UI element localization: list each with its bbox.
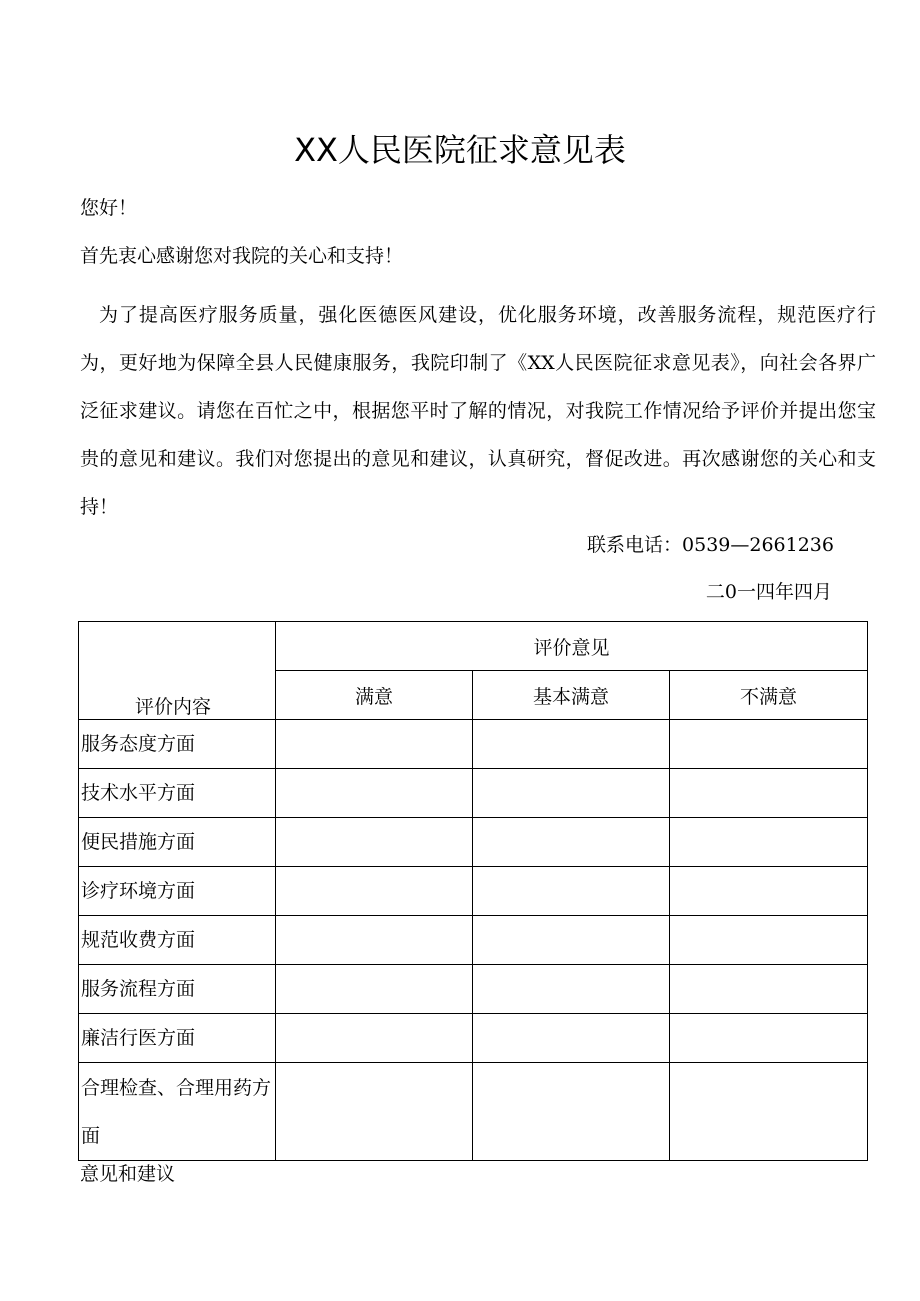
evaluation-table <box>78 621 868 1161</box>
cell-dissatisfied[interactable] <box>670 720 868 769</box>
cell-satisfied[interactable] <box>276 916 473 965</box>
cell-satisfied[interactable] <box>276 818 473 867</box>
cell-dissatisfied[interactable] <box>670 1014 868 1063</box>
cell-basically-satisfied[interactable] <box>473 867 670 916</box>
table-row <box>79 1063 868 1161</box>
header-basically-satisfied: 基本满意 <box>473 671 670 720</box>
table-row <box>79 916 868 965</box>
cell-satisfied[interactable] <box>276 1063 473 1161</box>
suggestions-label: 意见和建议 <box>80 1163 176 1185</box>
cell-basically-satisfied[interactable] <box>473 1014 670 1063</box>
cell-dissatisfied[interactable] <box>670 818 868 867</box>
table-row <box>79 818 868 867</box>
row-label-service-process: 服务流程方面 <box>79 965 276 1014</box>
cell-basically-satisfied[interactable] <box>473 769 670 818</box>
cell-satisfied[interactable] <box>276 867 473 916</box>
cell-basically-satisfied[interactable] <box>473 1063 670 1161</box>
row-label-convenience-measures: 便民措施方面 <box>79 818 276 867</box>
document-date: 二0一四年四月 <box>705 581 832 603</box>
intro-paragraph: 为了提高医疗服务质量，强化医德医风建设，优化服务环境，改善服务流程，规范医疗行为，更好地为保障全县人民健康服务，我院印制了《XX人民医院征求意见表》，向社会各界广泛征求建议。请您在百忙之中，根据您平时了解的情况，对我院工作情况给予评价并提出您宝贵的意见和建议。我们对您提出的意见和建议，认真研究，督促改进。再次感谢您的关心和支持！ <box>80 304 876 518</box>
header-evaluation-content <box>79 622 276 720</box>
cell-dissatisfied[interactable] <box>670 916 868 965</box>
header-dissatisfied: 不满意 <box>670 671 868 720</box>
header-satisfied: 满意 <box>276 671 473 720</box>
page-title: XX人民医院征求意见表 <box>294 131 626 169</box>
row-label-technical-level: 技术水平方面 <box>79 769 276 818</box>
row-label-honest-practice: 廉洁行医方面 <box>79 1014 276 1063</box>
row-label-treatment-environment: 诊疗环境方面 <box>79 867 276 916</box>
header-evaluation-content-label: 评价内容 <box>134 696 211 718</box>
header-evaluation-opinion: 评价意见 <box>276 622 868 671</box>
greeting-text: 您好！ <box>80 197 138 219</box>
cell-dissatisfied[interactable] <box>670 1063 868 1161</box>
row-label-rational-exam-medication: 合理检查、合理用药方面 <box>79 1063 276 1161</box>
cell-basically-satisfied[interactable] <box>473 818 670 867</box>
table-row <box>79 965 868 1014</box>
row-label-standard-charges: 规范收费方面 <box>79 916 276 965</box>
table-row <box>79 720 868 769</box>
cell-dissatisfied[interactable] <box>670 769 868 818</box>
cell-basically-satisfied[interactable] <box>473 965 670 1014</box>
cell-dissatisfied[interactable] <box>670 965 868 1014</box>
row-label-service-attitude: 服务态度方面 <box>79 720 276 769</box>
cell-satisfied[interactable] <box>276 720 473 769</box>
contact-phone: 联系电话：0539—2661236 <box>587 534 834 556</box>
cell-satisfied[interactable] <box>276 1014 473 1063</box>
cell-basically-satisfied[interactable] <box>473 916 670 965</box>
table-row <box>79 1014 868 1063</box>
table-row <box>79 867 868 916</box>
cell-satisfied[interactable] <box>276 769 473 818</box>
cell-dissatisfied[interactable] <box>670 867 868 916</box>
thanks-text: 首先衷心感谢您对我院的关心和支持！ <box>80 245 404 267</box>
cell-basically-satisfied[interactable] <box>473 720 670 769</box>
cell-satisfied[interactable] <box>276 965 473 1014</box>
table-row <box>79 769 868 818</box>
